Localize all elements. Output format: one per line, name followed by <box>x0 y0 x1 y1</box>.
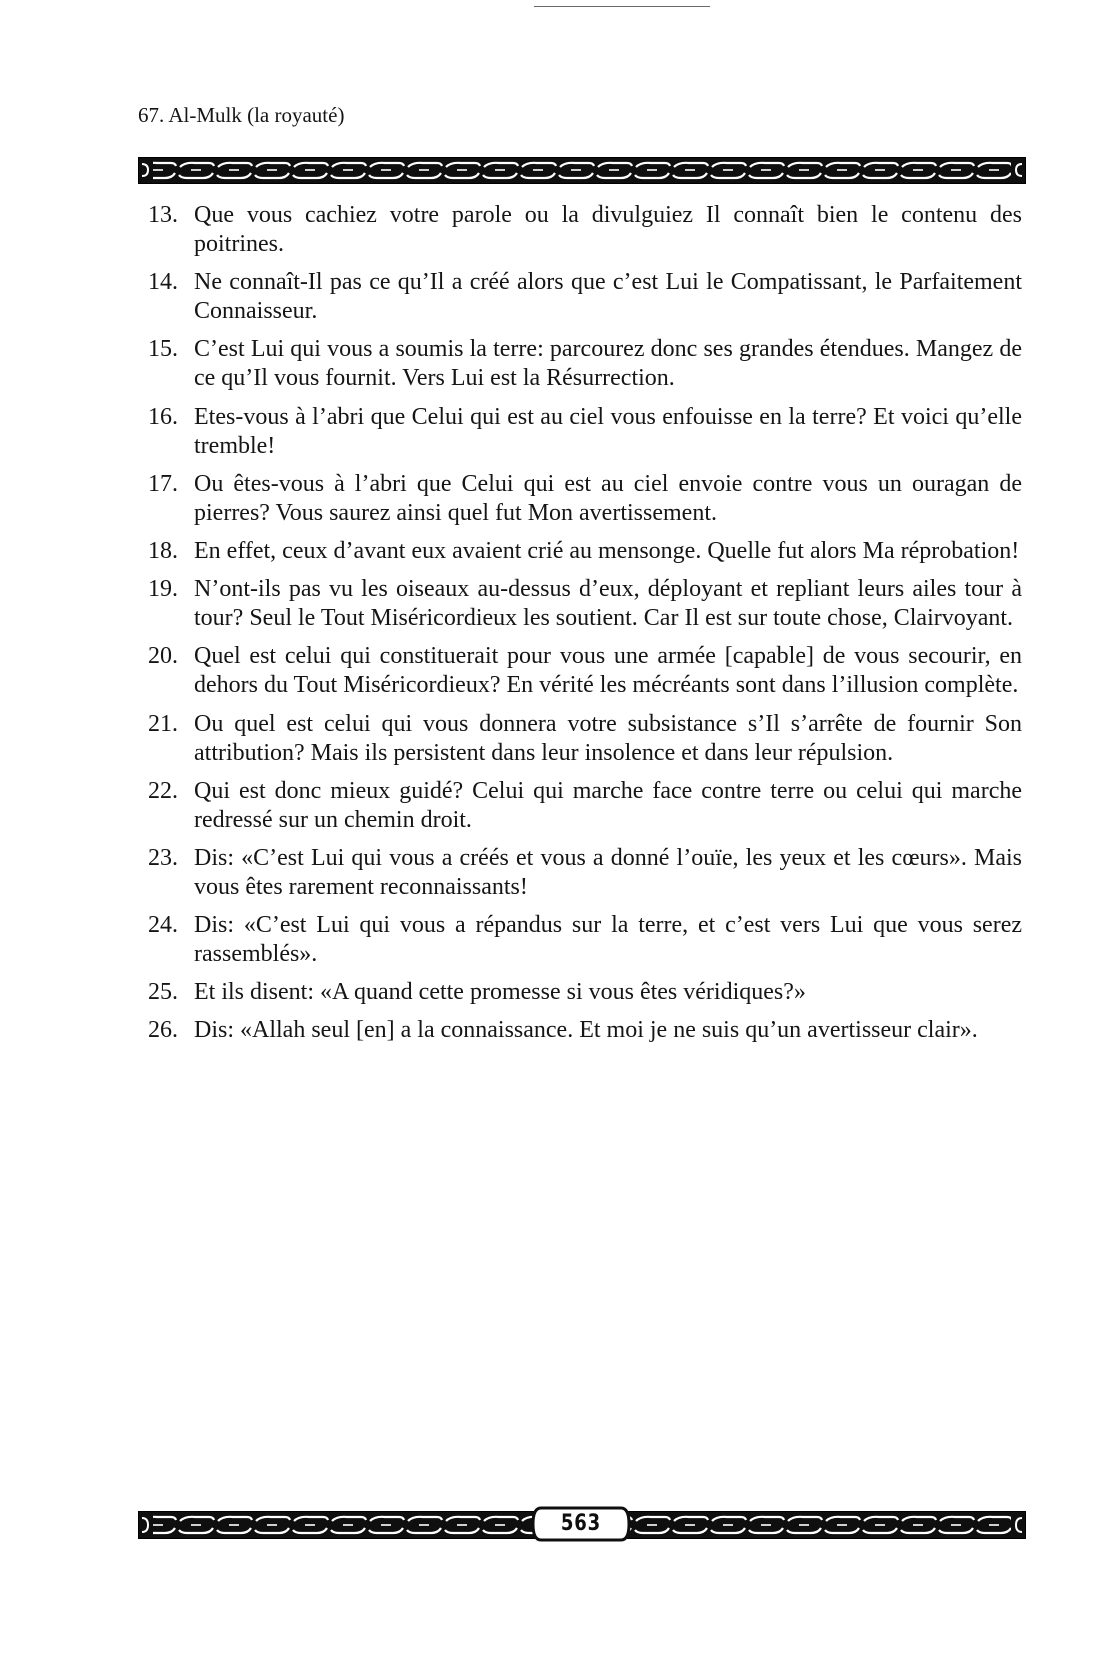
surah-title: 67. Al-Mulk (la royauté) <box>138 103 345 127</box>
verse-22 <box>132 777 1022 835</box>
verse-number: 13. <box>148 202 178 228</box>
verse-number: 15. <box>148 336 178 363</box>
verse-number: 19. <box>148 576 178 603</box>
verse-text: Dis: «C’est Lui qui vous a créés et vous a donné l’ouïe, les yeux et les cœurs». Mais vous êtes rarement reconnaissants! <box>194 844 1022 900</box>
ornamental-band-top <box>138 157 1026 184</box>
verse-text: Qui est donc mieux guidé? Celui qui marche face contre terre ou celui qui marche redressé sur un chemin droit. <box>194 777 1022 833</box>
verse-text: Ou êtes-vous à l’abri que Celui qui est au ciel envoie contre vous un ouragan de pierres? Vous saurez ainsi quel fut Mon avertissement. <box>194 470 1022 526</box>
verse-list <box>132 201 1022 1055</box>
verse-text: Dis: «Allah seul [en] a la connaissance. Et moi je ne suis qu’un avertisseur clair». <box>194 1017 978 1044</box>
verse-text: N’ont-ils pas vu les oiseaux au-dessus d’eux, déployant et repliant leurs ailes tour à tour? Seul le Tout Miséricordieux les soutient. Car Il est sur toute chose, Clairvoyant. <box>194 576 1022 632</box>
verse-text: C’est Lui qui vous a soumis la terre: parcourez donc ses grandes étendues. Mangez de ce qu’Il vous fournit. Vers Lui est la Résurrection. <box>194 336 1022 392</box>
chain-ornament <box>139 158 1025 183</box>
verse-24 <box>132 911 1022 969</box>
verse-26 <box>132 1016 1022 1045</box>
verse-17 <box>132 470 1022 528</box>
verse-text: Quel est celui qui constituerait pour vous une armée [capable] de vous secourir, en dehors du Tout Miséricordieux? En vérité les mécréants sont dans l’illusion complète. <box>194 643 1022 699</box>
verse-number: 24. <box>148 912 178 939</box>
verse-13 <box>132 201 1022 259</box>
verse-number: 21. <box>148 710 178 737</box>
verse-19 <box>132 575 1022 633</box>
verse-text: En effet, ceux d’avant eux avaient crié au mensonge. Quelle fut alors Ma réprobation! <box>194 537 1020 564</box>
verse-number: 26. <box>148 1017 178 1044</box>
verse-number: 17. <box>148 470 178 497</box>
verse-text: Et ils disent: «A quand cette promesse si vous êtes véridiques?» <box>194 979 806 1006</box>
verse-number: 25. <box>148 979 178 1006</box>
verse-number: 18. <box>148 537 178 564</box>
verse-text: Etes-vous à l’abri que Celui qui est au ciel vous enfouisse en la terre? Et voici qu’elle tremble! <box>194 403 1022 459</box>
verse-21 <box>132 710 1022 768</box>
verse-text: Ne connaît-Il pas ce qu’Il a créé alors que c’est Lui le Compatissant, le Parfaitement Connaisseur. <box>194 269 1022 325</box>
verse-text: Ou quel est celui qui vous donnera votre subsistance s’Il s’arrête de fournir Son attribution? Mais ils persistent dans leur insolence et dans leur répulsion. <box>194 710 1022 766</box>
verse-25 <box>132 978 1022 1007</box>
verse-20 <box>132 642 1022 700</box>
verse-number: 14. <box>148 269 178 296</box>
page-number: 563 <box>560 1511 602 1536</box>
verse-14 <box>132 268 1022 326</box>
verse-text: Que vous cachiez votre parole ou la divulguiez Il connaît bien le contenu des poitrines. <box>194 202 1022 257</box>
verse-number: 22. <box>148 777 178 804</box>
verse-16 <box>132 403 1022 461</box>
verse-15 <box>132 335 1022 393</box>
verse-23 <box>132 844 1022 902</box>
verse-18 <box>132 537 1022 566</box>
top-rule <box>534 6 710 7</box>
verse-number: 16. <box>148 403 178 430</box>
page-number-tab <box>531 1505 631 1543</box>
verse-number: 23. <box>148 844 178 871</box>
verse-number: 20. <box>148 643 178 670</box>
verse-text: Dis: «C’est Lui qui vous a répandus sur la terre, et c’est vers Lui que vous serez rassemblés». <box>194 912 1022 968</box>
